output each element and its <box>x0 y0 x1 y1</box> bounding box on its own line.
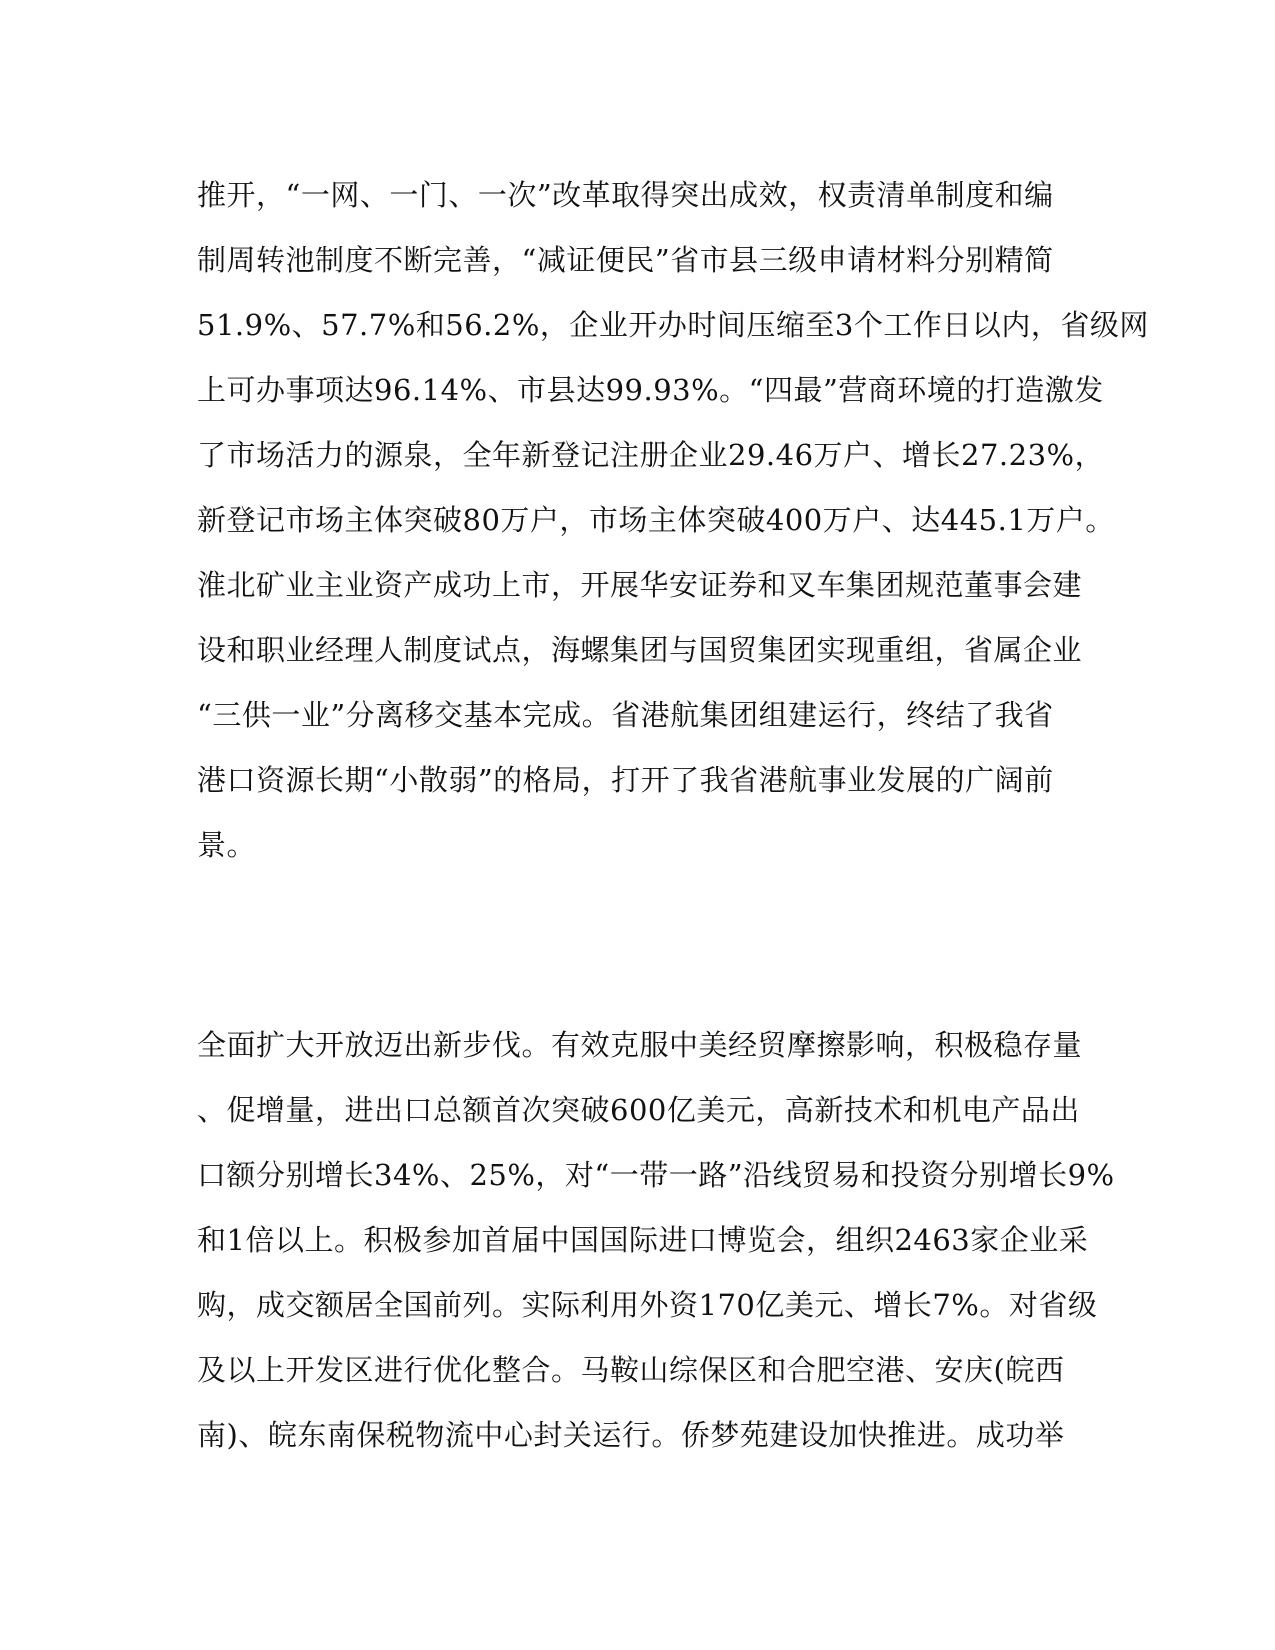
text-line: “三供一业”分离移交基本完成。省港航集团组建运行，终结了我省 <box>197 698 1054 732</box>
text-line: 及以上开发区进行优化整合。马鞍山综保区和合肥空港、安庆(皖西 <box>197 1353 1065 1387</box>
text-line: 淮北矿业主业资产成功上市，开展华安证券和叉车集团规范董事会建 <box>197 568 1083 602</box>
text-line: 口额分别增长34%、25%，对“一带一路”沿线贸易和投资分别增长9% <box>197 1158 1115 1192</box>
text-line: 推开，“一网、一门、一次”改革取得突出成效，权责清单制度和编 <box>197 178 1054 212</box>
text-line: 制周转池制度不断完善，“减证便民”省市县三级申请材料分别精简 <box>197 243 1054 277</box>
paragraph-opening-up <box>197 1013 1115 1468</box>
paragraph-reform-results <box>197 163 1149 878</box>
text-line: 和1倍以上。积极参加首届中国国际进口博览会，组织2463家企业采 <box>197 1223 1089 1257</box>
text-line: 购，成交额居全国前列。实际利用外资170亿美元、增长7%。对省级 <box>197 1288 1098 1322</box>
text-line: 景。 <box>197 828 257 862</box>
text-line: 上可办事项达96.14%、市县达99.93%。“四最”营商环境的打造激发 <box>197 373 1104 407</box>
text-line: 全面扩大开放迈出新步伐。有效克服中美经贸摩擦影响，积极稳存量 <box>197 1028 1083 1062</box>
text-line: 新登记市场主体突破80万户，市场主体突破400万户、达445.1万户。 <box>197 503 1115 537</box>
text-line: 南)、皖东南保税物流中心封关运行。侨梦苑建设加快推进。成功举 <box>197 1418 1065 1452</box>
text-line: 设和职业经理人制度试点，海螺集团与国贸集团实现重组，省属企业 <box>197 633 1083 667</box>
text-line: 、促增量，进出口总额首次突破600亿美元，高新技术和机电产品出 <box>197 1093 1080 1127</box>
text-line: 51.9%、57.7%和56.2%，企业开办时间压缩至3个工作日以内，省级网 <box>197 308 1149 342</box>
text-line: 了市场活力的源泉，全年新登记注册企业29.46万户、增长27.23%， <box>197 438 1105 472</box>
text-line: 港口资源长期“小散弱”的格局，打开了我省港航事业发展的广阔前 <box>197 763 1054 797</box>
